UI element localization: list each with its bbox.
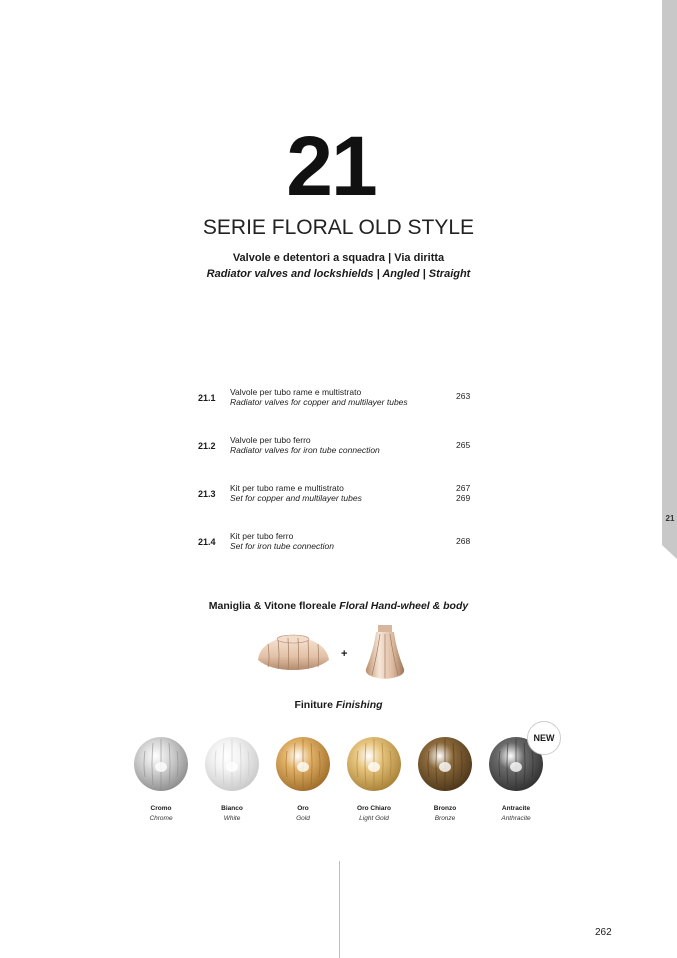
handwheel-heading — [0, 600, 677, 612]
toc-page-ref[interactable]: 265 — [456, 440, 471, 450]
finish-name-italian: Bronzo — [433, 805, 457, 812]
finishing-heading — [0, 699, 677, 711]
toc-page-ref[interactable]: 268 — [456, 536, 471, 546]
floral-body-image — [360, 625, 410, 681]
subtitle-italian: Valvole e detentori a squadra | Via diritta — [232, 252, 445, 264]
finishing-heading-english: Finishing — [335, 699, 383, 711]
finish-knob-image — [273, 733, 333, 795]
finish-swatch[interactable] — [339, 733, 409, 822]
toc-page-ref[interactable]: 267 269 — [456, 483, 471, 503]
toc-row-21-3[interactable] — [198, 483, 488, 513]
toc-title-english: Radiator valves for copper and multilayer tubes — [230, 397, 408, 407]
finish-name-english: Anthracite — [501, 815, 531, 822]
page-divider — [339, 861, 340, 958]
finish-swatch[interactable] — [126, 733, 196, 822]
toc-code: 21.1 — [198, 393, 216, 403]
toc-title-english: Set for iron tube connection — [230, 541, 334, 551]
finish-swatch[interactable] — [197, 733, 267, 822]
finish-name-italian: Bianco — [221, 805, 243, 812]
new-badge: NEW — [527, 721, 561, 755]
finish-name-italian: Cromo — [150, 805, 172, 812]
finishing-heading-italian: Finiture — [294, 699, 333, 711]
plus-sign: + — [341, 648, 348, 660]
finish-name-italian: Antracite — [501, 805, 531, 812]
finish-swatch[interactable] — [410, 733, 480, 822]
finish-name-english: White — [223, 815, 241, 822]
toc-title-italian: Kit per tubo rame e multistrato — [230, 483, 344, 493]
finish-name-italian: Oro Chiaro — [357, 805, 391, 812]
subtitle-english: Radiator valves and lockshields | Angled | Straight — [206, 268, 471, 280]
toc-row-21-2[interactable] — [198, 435, 488, 465]
toc-title-italian: Kit per tubo ferro — [230, 531, 294, 541]
side-tab-label[interactable]: 21 — [665, 514, 675, 523]
toc-code: 21.3 — [198, 489, 216, 499]
finish-name-english: Light Gold — [359, 815, 389, 822]
finish-name-english: Gold — [296, 815, 310, 822]
finish-knob-image — [415, 733, 475, 795]
floral-handwheel-image — [256, 630, 331, 672]
toc-row-21-4[interactable] — [198, 531, 488, 561]
toc-code: 21.4 — [198, 537, 216, 547]
series-title: SERIE FLORAL OLD STYLE — [202, 216, 475, 239]
toc-title-english: Set for copper and multilayer tubes — [230, 493, 362, 503]
finish-knob-image — [344, 733, 404, 795]
handwheel-heading-italian: Maniglia & Vitone floreale — [208, 600, 337, 612]
page-number: 262 — [595, 927, 612, 938]
side-tab-bar-tip — [662, 545, 677, 559]
toc-title-italian: Valvole per tubo ferro — [230, 435, 311, 445]
handwheel-heading-english: Floral Hand-wheel & body — [339, 600, 469, 612]
finish-name-english: Bronze — [434, 815, 456, 822]
finish-name-italian: Oro — [297, 805, 309, 812]
finish-name-english: Chrome — [149, 815, 173, 822]
toc-page-ref[interactable]: 263 — [456, 391, 471, 401]
toc-row-21-1[interactable] — [198, 387, 488, 417]
toc-title-english: Radiator valves for iron tube connection — [230, 445, 380, 455]
chapter-number: 21 — [286, 119, 376, 213]
finish-knob-image — [131, 733, 191, 795]
finish-swatch[interactable] — [268, 733, 338, 822]
finish-knob-image — [202, 733, 262, 795]
toc-code: 21.2 — [198, 441, 216, 451]
toc-title-italian: Valvole per tubo rame e multistrato — [230, 387, 362, 397]
